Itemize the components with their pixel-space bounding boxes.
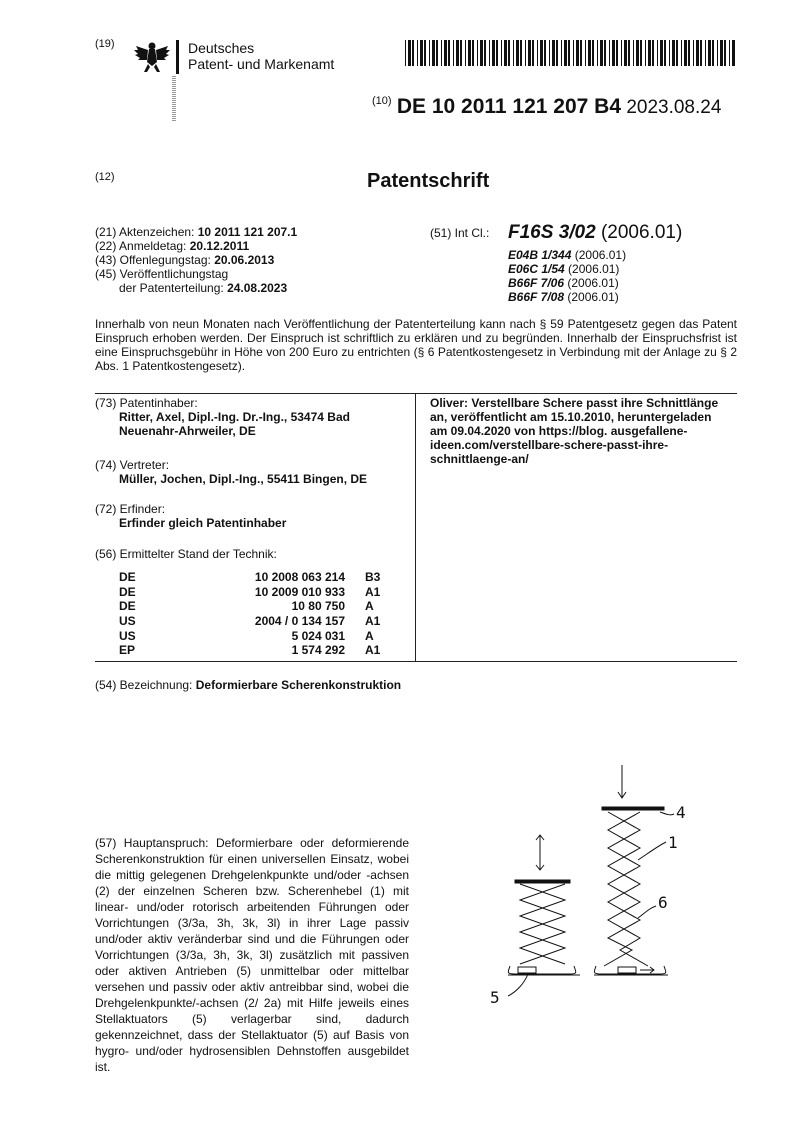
grant-publication-label-row: [95, 267, 297, 281]
ipc-secondary-item: [508, 262, 626, 276]
prior-art-kind: B3: [365, 570, 381, 585]
agent-label: (74) Vertreter:: [95, 458, 170, 472]
file-number-label: (21) Aktenzeichen:: [95, 225, 198, 239]
ipc-secondary-version: (2006.01): [564, 290, 619, 304]
ipc-secondary-item: [508, 290, 626, 304]
agency-name-line2: Patent- und Markenamt: [188, 56, 335, 72]
non-patent-literature: Oliver: Verstellbare Schere passt ihre Schnittlänge an, veröffentlicht am 15.10.2010, heruntergeladen am 09.04.2020 von https://blog. ausgefallene-ideen.com/verstellbare-schere-passt-ihre-schnittlaenge-an/: [430, 396, 719, 466]
main-claim: (57) Hauptanspruch: Deformierbare oder deformierende Scherenkonstruktion für einen universellen Einsatz, wobei die mittig gelegenen Drehgelenkpunkte und/oder -achsen (2) der einzelnen Scheren bzw. Scherenhebel (1) mit linear- und/oder rotorisch arbeitenden Führungen oder Vorrichtungen (3/3a, 3h, 3k, 3l) in ihrer Lage passiv und/oder aktiv veränderbar sind und die Führungen oder Vorrichtungen (3/3a, 3h, 3k, 3l) zusätzlich mit passiven oder aktiven Antrieben (5) unmittelbar oder mittelbar versehen und passiv oder aktiv antreibbar sind, wobei die Drehgelenkpunkte/-achsen (2/ 2a) mit Hilfe jeweils eines Stellaktuators (5) verlagerbar sind, dadurch gekennzeichnet, dass der Stellaktuator (5) auf Basis von hygro- und/oder hydrosensiblen Dehnstoffen ausgebildet ist.: [95, 836, 409, 1074]
publication-id: DE 10 2011 121 207 B4: [396, 95, 622, 118]
leader-line-4: [660, 812, 674, 815]
prior-art-number: 10 80 750: [291, 599, 345, 614]
owner-section: [95, 396, 350, 438]
prior-art-country: US: [119, 628, 136, 643]
owner-value-line2: Neuenahr-Ahrweiler, DE: [119, 424, 256, 438]
prior-art-kind: A1: [365, 614, 381, 629]
federal-eagle-logo: [132, 40, 172, 74]
prior-art-number: 10 2008 063 214: [254, 570, 345, 585]
prior-art-country: US: [119, 614, 136, 629]
ipc-main-version: (2006.01): [595, 222, 683, 243]
prior-art-country: DE: [119, 584, 136, 599]
prior-art-kind: A: [365, 599, 374, 614]
ipc-secondary-code: B66F 7/08: [508, 290, 565, 304]
inid-code-19: (19): [95, 38, 115, 50]
ipc-secondary-code: E04B 1/344: [508, 248, 572, 262]
document-type-title: Patentschrift: [367, 170, 490, 192]
ipc-secondary-item: [508, 248, 626, 262]
prior-art-row: [119, 599, 405, 614]
prior-art-country: DE: [119, 570, 136, 585]
filing-date-label: (22) Anmeldetag:: [95, 239, 190, 253]
leader-line-5: [508, 974, 528, 996]
inventor-label: (72) Erfinder:: [95, 502, 166, 516]
ipc-main-code: F16S 3/02: [508, 222, 596, 243]
ipc-secondary-item: [508, 276, 626, 290]
ref-label-1: 1: [668, 833, 678, 852]
prior-art-country: EP: [119, 643, 136, 658]
ref-label-4: 4: [676, 803, 686, 822]
prior-art-label: (56) Ermittelter Stand der Technik:: [95, 547, 277, 561]
inventor-section: [95, 502, 286, 530]
ipc-main-class: [508, 222, 682, 244]
scissor-mechanism-drawing: [470, 760, 700, 1040]
right-actuator: [618, 967, 636, 973]
agency-name: [188, 40, 334, 72]
leader-line-6: [638, 906, 656, 918]
laid-open-label: (43) Offenlegungstag:: [95, 253, 215, 267]
prior-art-number: 1 574 292: [291, 643, 345, 658]
prior-art-kind: A: [365, 628, 374, 643]
owner-value-line1: Ritter, Axel, Dipl.-Ing. Dr.-Ing., 53474 Bad: [119, 410, 350, 424]
agency-name-line1: Deutsches: [188, 40, 255, 56]
laid-open-value: 20.06.2013: [214, 253, 275, 267]
grant-publication-value: 24.08.2023: [227, 281, 288, 295]
prior-art-table: [119, 570, 405, 658]
box-top-rule: [95, 393, 737, 394]
prior-art-row: [119, 614, 405, 629]
prior-art-kind: A1: [365, 643, 381, 658]
publication-number: [372, 95, 721, 119]
ipc-secondary-version: (2006.01): [564, 276, 619, 290]
ipc-secondary-code: B66F 7/06: [508, 276, 565, 290]
invention-title-label: (54) Bezeichnung:: [95, 678, 196, 692]
right-top-platform: [602, 807, 664, 810]
grant-publication-label-line1: (45) Veröffentlichungstag: [95, 267, 229, 281]
barcode: [405, 40, 737, 66]
ipc-secondary-version: (2006.01): [564, 262, 620, 276]
publication-number-code: (10): [372, 95, 392, 107]
ipc-label: (51) Int Cl.:: [430, 226, 490, 240]
inid-code-12: (12): [95, 171, 115, 183]
filing-date-value: 20.12.2011: [189, 239, 250, 253]
ref-label-5: 5: [490, 988, 500, 1007]
agent-value: Müller, Jochen, Dipl.-Ing., 55411 Bingen, DE: [119, 472, 368, 486]
prior-art-number: 2004 / 0 134 157: [254, 614, 345, 629]
prior-art-row: [119, 585, 405, 600]
side-marker-strip: [172, 76, 176, 122]
ipc-secondary-list: [508, 248, 626, 304]
invention-title: [95, 678, 401, 692]
agent-section: [95, 458, 367, 486]
opposition-notice: Innerhalb von neun Monaten nach Veröffentlichung der Patenterteilung kann nach § 59 Patentgesetz gegen das Patent Einspruch erhoben werden. Der Einspruch ist schriftlich zu erklären und zu begründen. Innerhalb der Einspruchsfrist ist eine Einspruchsgebühr in Höhe von 200 Euro zu entrichten (§ 6 Patentkostengesetz in Verbindung mit der Anlage zu § 2 Abs. 1 Patentkostengesetz).: [95, 317, 737, 373]
left-actuator: [518, 967, 536, 973]
left-top-platform: [515, 880, 570, 883]
grant-publication-row: [95, 281, 297, 295]
ipc-secondary-code: E06C 1/54: [508, 262, 565, 276]
box-bottom-rule: [95, 661, 737, 662]
agency-logo-bar: [176, 40, 179, 74]
bibliographic-data: [95, 225, 297, 295]
publication-date: 2023.08.24: [626, 97, 722, 118]
file-number-value: 10 2011 121 207.1: [197, 225, 298, 239]
filing-date-row: [95, 239, 297, 253]
invention-title-value: Deformierbare Scherenkonstruktion: [195, 678, 402, 692]
left-scissor-arms: [520, 884, 565, 964]
inventor-value: Erfinder gleich Patentinhaber: [119, 516, 287, 530]
owner-label: (73) Patentinhaber:: [95, 396, 198, 410]
prior-art-row: [119, 628, 405, 643]
grant-publication-label-line2: der Patenterteilung:: [119, 281, 228, 295]
prior-art-row: [119, 643, 405, 658]
prior-art-kind: A1: [365, 584, 381, 599]
prior-art-number: 5 024 031: [291, 628, 345, 643]
prior-art-number: 10 2009 010 933: [254, 584, 345, 599]
ref-label-6: 6: [658, 893, 668, 912]
prior-art-country: DE: [119, 599, 136, 614]
right-scissor-arms: [604, 812, 648, 966]
box-column-divider: [415, 393, 416, 661]
file-number-row: [95, 225, 297, 239]
prior-art-row: [119, 570, 405, 585]
leader-line-1: [638, 842, 666, 860]
laid-open-row: [95, 253, 297, 267]
ipc-secondary-version: (2006.01): [571, 248, 627, 262]
